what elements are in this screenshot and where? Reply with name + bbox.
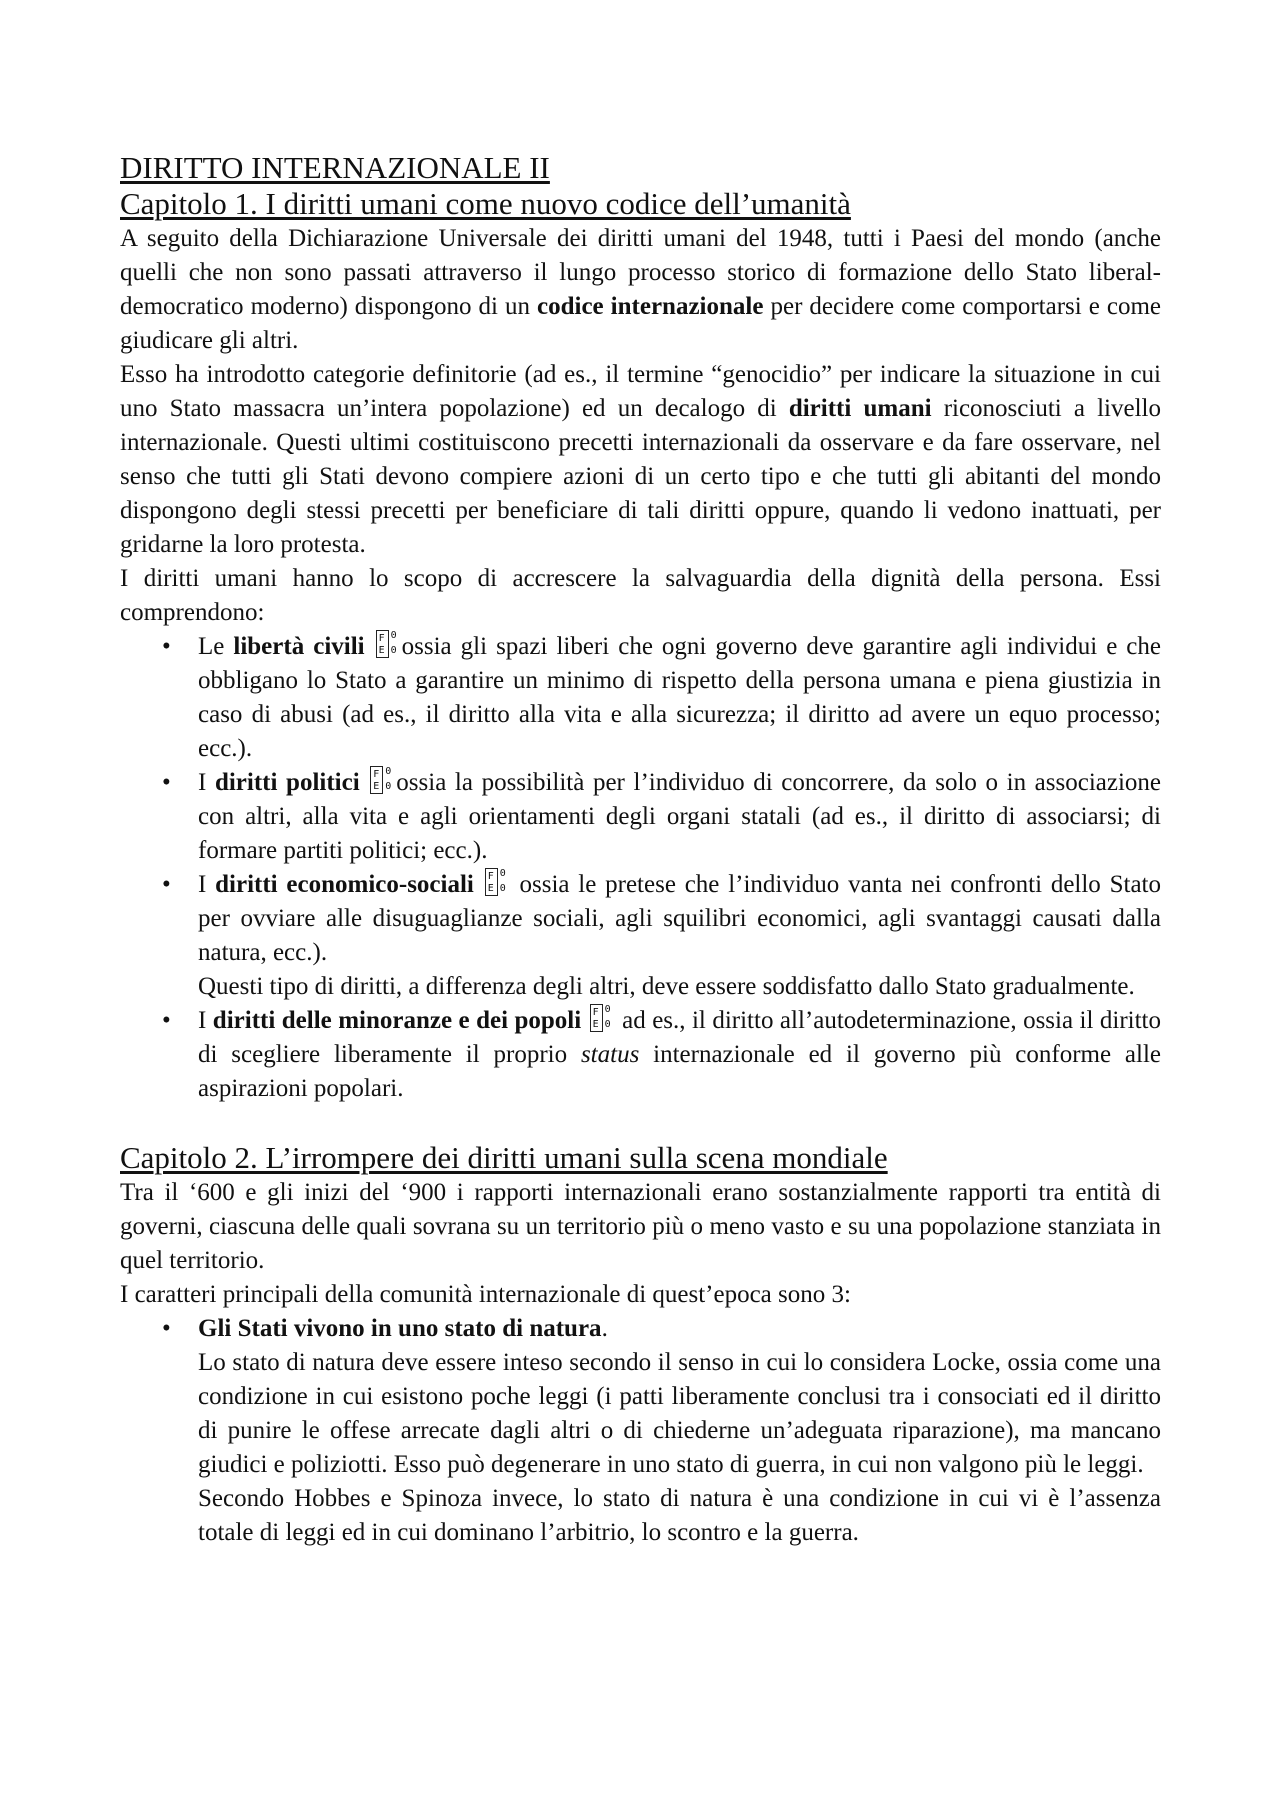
chapter-2-paragraph-2: I caratteri principali della comunità internazionale di quest’epoca sono 3: [120, 1281, 851, 1308]
list-item: • Le libertà civili F E 0 0 ossia gli spazi liberi che ogni governo deve garantire agli individui e che obbligano lo Stato a garantire un minimo di rispetto della persona umana e piena giustizia in caso di abusi (ad es., il diritto alla vita e alla sicurezza; il diritto ad avere un equo processo; ecc.). [162, 630, 1162, 762]
list-item: • I diritti delle minoranze e dei popoli F E 0 0 ad es., il diritto all’autodeterminazione, ossia il diritto di scegliere liberamente il proprio status internazionale ed il governo più conforme alle aspirazioni popolari. [162, 1004, 1161, 1102]
list-item: • I diritti economico-sociali F E 0 0 ossia le pretese che l’individuo vanta nei confronti dello Stato per ovviare alle disuguaglianze sociali, agli squilibri economici, agli svantaggi causati dalla natura, ecc.). Questi tipo di diritti, a differenza degli altri, deve essere soddisfatto dallo Stato gradualmente. [120, 868, 1161, 1004]
list-item-paragraph: Lo stato di natura deve essere inteso secondo il senso in cui lo considera Locke, ossia come una condizione in cui esistono poche leggi (i patti liberamente conclusi tra i consociati ed il diritto di punire le offese arrecate dagli altri o di chiederne un’adeguata riparazione), ma mancano giudici e poliziotti. Esso può degenerare in uno stato di guerra, in cui non valgono più le leggi. [198, 1349, 1161, 1478]
list-item: • I diritti politici F E 0 0 ossia la possibilità per l’individuo di concorrere, da solo o in associazione con altri, alla vita e agli orientamenti degli organi statali (ad es., il diritto di associarsi; di formare partiti politici; ecc.). [162, 766, 1162, 864]
bullet-icon: • [162, 769, 171, 796]
characteristics-list [120, 1312, 1161, 1550]
bullet-icon: • [162, 633, 171, 660]
document-title: DIRITTO INTERNAZIONALE II [120, 150, 550, 185]
arrow-symbol-icon: F E 0 0 [485, 868, 507, 898]
list-item-note: Questi tipo di diritti, a differenza degli altri, deve essere soddisfatto dallo Stato gradualmente. [198, 973, 1135, 1000]
arrow-symbol-icon: F E 0 0 [590, 1004, 612, 1034]
chapter-2-paragraph-1: Tra il ‘600 e gli inizi del ‘900 i rapporti internazionali erano sostanzialmente rapporti tra entità di governi, ciascuna delle quali sovrana su un territorio più o meno vasto e su una popolazione stanziata in quel territorio. [120, 1179, 1161, 1274]
bullet-icon: • [162, 871, 171, 898]
chapter-1-paragraph-2: Esso ha introdotto categorie definitorie (ad es., il termine “genocidio” per indicare la situazione in cui uno Stato massacra un’intera popolazione) ed un decalogo di diritti umani riconosciuti a livello internazionale. Questi ultimi costituiscono precetti internazionali da osservare e da fare osservare, nel senso che tutti gli Stati devono compiere azioni di un certo tipo e che tutti gli abitanti del mondo dispongono degli stessi precetti per beneficiare di tali diritti oppure, quando li vedono inattuati, per gridarne la loro protesta. [120, 361, 1161, 558]
arrow-symbol-icon: F E 0 0 [376, 630, 398, 660]
document-content [120, 150, 1161, 1550]
chapter-1-paragraph-3: I diritti umani hanno lo scopo di accrescere la salvaguardia della dignità della persona. Essi comprendono: [120, 565, 1161, 626]
rights-list [120, 630, 1161, 1106]
list-item-paragraph: Secondo Hobbes e Spinoza invece, lo stato di natura è una condizione in cui vi è l’assenza totale di leggi ed in cui dominano l’arbitrio, lo scontro e la guerra. [198, 1485, 1161, 1546]
chapter-2-heading: Capitolo 2. L’irrompere dei diritti umani sulla scena mondiale [120, 1140, 888, 1175]
bullet-icon: • [162, 1007, 171, 1034]
arrow-symbol-icon: F E 0 0 [370, 766, 392, 796]
bullet-icon: • [162, 1315, 171, 1342]
list-item: • Gli Stati vivono in uno stato di natura. Lo stato di natura deve essere inteso secondo il senso in cui lo considera Locke, ossia come una condizione in cui esistono poche leggi (i patti liberamente conclusi tra i consociati ed il diritto di punire le offese arrecate dagli altri o di chiederne un’adeguata riparazione), ma mancano giudici e poliziotti. Esso può degenerare in uno stato di guerra, in cui non valgono più le leggi. Secondo Hobbes e Spinoza invece, lo stato di natura è una condizione in cui vi è l’assenza totale di leggi ed in cui dominano l’arbitrio, lo scontro e la guerra. [120, 1312, 1161, 1550]
chapter-1-heading: Capitolo 1. I diritti umani come nuovo codice dell’umanità [120, 186, 851, 221]
chapter-1-paragraph-1: A seguito della Dichiarazione Universale dei diritti umani del 1948, tutti i Paesi del mondo (anche quelli che non sono passati attraverso il lungo processo storico di formazione dello Stato liberal-democratico moderno) dispongono di un codice internazionale per decidere come comportarsi e come giudicare gli altri. [120, 225, 1161, 354]
